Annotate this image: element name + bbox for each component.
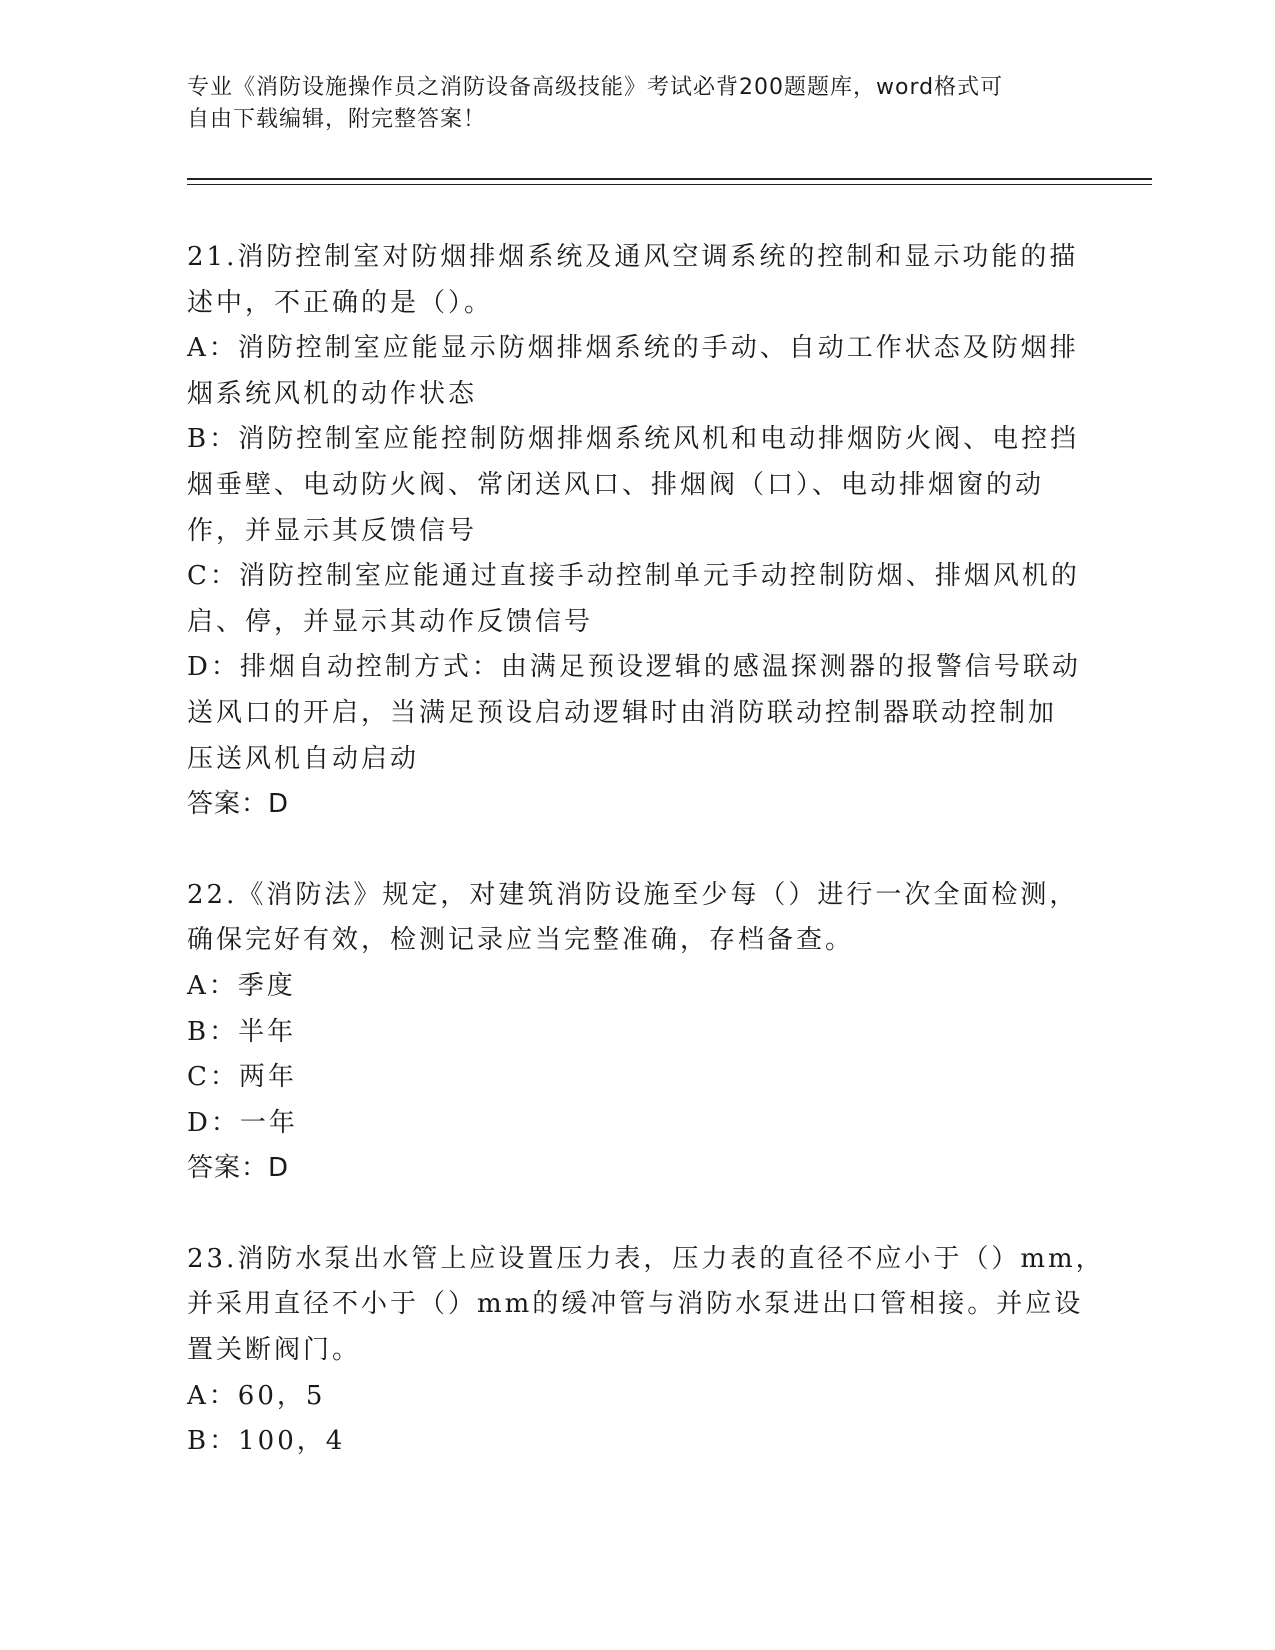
- question-spacer: [187, 828, 1087, 873]
- option-c-line: C：两年: [187, 1062, 297, 1093]
- question-stem-line: 21.消防控制室对防烟排烟系统及通风空调系统的控制和显示功能的描: [187, 242, 1079, 272]
- option-a-line: 烟系统风机的动作状态: [187, 378, 478, 409]
- question-23: [187, 1237, 1105, 1465]
- option-b-line: 作，并显示其反馈信号: [187, 515, 478, 546]
- header-title-line-2: 自由下载编辑，附完整答案！: [187, 107, 487, 132]
- option-d-line: D：排烟自动控制方式：由满足预设逻辑的感温探测器的报警信号联动: [187, 652, 1081, 683]
- header-divider-thin: [187, 184, 1152, 185]
- option-a-line: A：季度: [187, 970, 296, 1001]
- question-spacer: [187, 1192, 1087, 1237]
- option-b-line: B：消防控制室应能控制防烟排烟系统风机和电动排烟防火阀、电控挡: [187, 424, 1080, 455]
- question-stem-line: 并采用直径不小于（）mm的缓冲管与消防水泵进出口管相接。并应设: [187, 1289, 1084, 1320]
- header-divider-thick: [187, 178, 1152, 180]
- question-stem-line: 置关断阀门。: [187, 1335, 362, 1366]
- option-c-line: C：消防控制室应能通过直接手动控制单元手动控制防烟、排烟风机的: [187, 561, 1080, 592]
- page-header: [187, 72, 1087, 136]
- option-d-line: 送风口的开启，当满足预设启动逻辑时由消防联动控制器联动控制加: [187, 697, 1058, 728]
- option-a-line: A：60，5: [187, 1380, 326, 1411]
- question-stem-line: 22.《消防法》规定，对建筑消防设施至少每（）进行一次全面检测，: [187, 879, 1079, 910]
- option-c-line: 启、停，并显示其动作反馈信号: [187, 606, 594, 637]
- question-stem-line: 述中，不正确的是（）。: [187, 287, 494, 318]
- answer-label: 答案：D: [187, 1153, 290, 1184]
- option-b-line: 烟垂壁、电动防火阀、常闭送风口、排烟阀（口）、电动排烟窗的动: [187, 469, 1045, 500]
- question-stem-line: 23.消防水泵出水管上应设置压力表，压力表的直径不应小于（）mm，: [187, 1243, 1105, 1274]
- option-b-line: B：半年: [187, 1016, 297, 1047]
- option-d-line: 压送风机自动启动: [187, 743, 420, 774]
- question-21: [187, 235, 1087, 828]
- header-title-line-1: 专业《消防设施操作员之消防设备高级技能》考试必背200题题库，word格式可: [187, 75, 1004, 100]
- option-a-line: A：消防控制室应能显示防烟排烟系统的手动、自动工作状态及防烟排: [187, 333, 1079, 364]
- answer-label: 答案：D: [187, 789, 290, 820]
- option-d-line: D：一年: [187, 1107, 298, 1138]
- question-list: [187, 235, 1105, 1465]
- question-22: [187, 873, 1087, 1192]
- option-b-line: B：100，4: [187, 1426, 346, 1457]
- question-stem-line: 确保完好有效，检测记录应当完整准确，存档备查。: [187, 925, 855, 956]
